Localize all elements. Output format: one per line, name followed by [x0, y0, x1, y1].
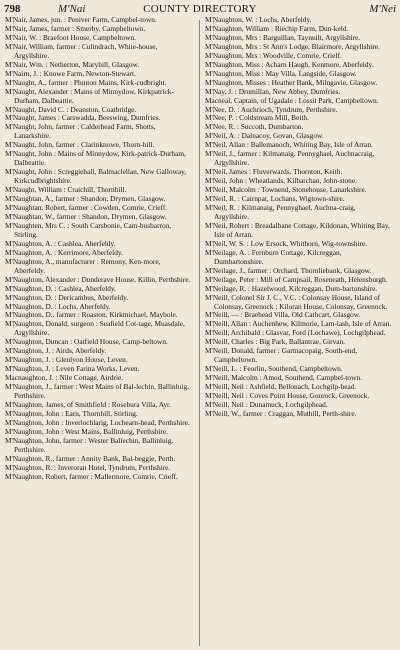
directory-entry: Macnaughton, J. : Nile Cottage, Airdrie.	[5, 373, 124, 383]
directory-entry: M'Naughton, Alexander : Dunderave House, Killin, Perthshire.	[5, 274, 191, 284]
directory-entry: M'Naughton, Mrs : Barguillan, Taynuilt, Argyllshire.	[205, 32, 361, 42]
directory-entry: M'Naughtan, Robert, farmer : Cowden, Comrie, Crieff.	[5, 203, 168, 213]
directory-entry: M'Naughton, A. : Kerrimore, Aberfeldy.	[5, 247, 123, 257]
directory-entry: M'Naughton, James, of Smithfield : Rosebura Villa, Ayr.	[5, 399, 171, 409]
directory-entry: M'Nair, William, farmer : Culindrach, White-house, Argyllshire.	[5, 41, 158, 60]
directory-entry: M'Naughton, D. : Cashlea, Aberfeldy.	[5, 283, 116, 293]
left-guide-word: M'Nai	[58, 3, 86, 15]
directory-entry: M'Neil, Robert : Breadalbane Cottage, Kildonan, Whiting Bay, Isle of Arran.	[205, 220, 390, 239]
directory-entry: M'Naught, Alexander : Mains of Minnydow, Kirkpatrick-Durham, Dalbeattie.	[5, 86, 174, 105]
directory-entry: M'Naughton, Miss : Acharn Haugh, Kenmore, Aberfeldy.	[205, 59, 374, 69]
directory-entry: M'Neill, Colonel Sir J. C., V.C. : Colonsay House, Island of Colonsay, Greenock ; Kiloran House, Colonsay, Greenock.	[205, 292, 388, 311]
directory-entry: M'Neil, R. : Kilmanaig, Pennyghael, Auchna-craig, Argyllshire.	[205, 203, 356, 221]
directory-entry: M'Naughton, J. : Leven Farina Works, Leven.	[5, 364, 140, 374]
directory-entry: M'Neill, Neil : Dunamuck, Lochgilphead.	[205, 399, 328, 409]
directory-entry: M'Neil, R. : Cairnpat, Lochans, Wigtown-shire.	[205, 194, 345, 204]
directory-entry: M'Naughton, A. : Cashlea, Aberfeldy.	[5, 238, 116, 248]
column-divider	[199, 20, 200, 646]
directory-entry: M'Naughten, Mrs C. : South Carsbonie, Cam-busbarron, Stirling.	[5, 220, 172, 239]
directory-entry: M'Naughton, Robert, farmer : Mallermore, Comrie, Crieff.	[5, 471, 178, 481]
directory-entry: M'Neil, Allan : Ballemanoch, Whiting Bay, Isle of Arran.	[205, 140, 373, 150]
directory-entry: M'Naught, John, farmer : Clarinknowe, Thorn-hill.	[5, 140, 155, 150]
directory-entry: M'Naughton, Mrs : Woodville, Comrie, Crieff.	[205, 50, 342, 60]
directory-entry: M'Neill, W., farmer : Craggan, Muthill, Perth-shire.	[205, 408, 357, 418]
directory-entry: M'Nay, J. : Drumillan, New Abbey, Dumfries.	[205, 86, 341, 96]
directory-entry: M'Naught, John, farmer : Calderhead Farm, Shotts, Lanarkshire.	[5, 122, 156, 141]
directory-entry: M'Neilage, Peter : Mill of Campsail, Roseneath, Helensburgh.	[205, 274, 388, 284]
directory-entry: M'Nair, James, jun. : Peniver Farm, Campbel-town.	[5, 15, 157, 24]
directory-entry: M'Neill, — : Braehead Villa, Old Cathcart, Glasgow.	[205, 310, 361, 320]
directory-entry: M'Neill, Malcolm : Amod, Southend, Campbel-town.	[205, 373, 362, 383]
directory-entry: M'Neilage, J., farmer : Orchard, Thornliebank, Glasgow.	[205, 265, 372, 275]
directory-entry: M'Neil, John : Wheatlands, Kilbarchan, John-stone.	[205, 176, 357, 186]
directory-entry: M'Neil, W. S. : Low Ersock, Whithorn, Wig-townshire.	[205, 238, 368, 248]
directory-entry: M'Neil, J., farmer : Kilmanaig, Pennyghael, Auchnacraig, Argyllshire.	[205, 149, 375, 168]
page-header	[4, 2, 396, 16]
directory-entry: M'Naughton, John : Earn, Thornhill, Stirling.	[5, 408, 138, 418]
directory-entry: M'Neill, Donald, farmer : Gartnacopaig, South-end, Campbeltown.	[205, 346, 358, 365]
directory-entry: M'Neill, Charles : Big Park, Ballantrae, Girvan.	[205, 337, 346, 347]
directory-entry: M'Naughton, A., manufacturer : Remony, Ken-more, Aberfeldy.	[5, 256, 161, 275]
page-title: COUNTY DIRECTORY	[143, 3, 257, 15]
directory-entry: M'Nair, Wm. : Netherton, Maryhill, Glasgow.	[5, 59, 140, 69]
directory-entry: M'Naught, A., farmer : Plunton Mains, Kirk-cudbright.	[5, 77, 167, 87]
directory-entry: M'Naughton, D. : Dericambus, Aberfeldy.	[5, 292, 129, 302]
directory-entry: M'Nee, P. : Coldstream Mill, Beith.	[205, 113, 309, 123]
directory-entry: M'Neil, James : Fluverwards, Thornton, Keith.	[205, 167, 343, 177]
directory-entry: M'Neill, Archibald : Glasvar, Ford (Lochawe), Lochgilphead.	[205, 328, 386, 338]
directory-entry: M'Naughton, Mrs : St Ann's Lodge, Blairmore, Argyllshire.	[205, 41, 380, 51]
directory-entry: M'Naughton, Misses : Heather Bank, Milngavie, Glasgow.	[205, 77, 378, 87]
page-number: 798	[4, 3, 21, 15]
directory-entry: M'Naughton, J. : Airds, Aberfeldy.	[5, 346, 107, 356]
directory-entry: M'Neil, A. : Dalnacoy, Govan, Glasgow.	[205, 131, 324, 141]
directory-entry: M'Naughton, R., farmer : Annity Bank, Bal-beggie, Perth.	[5, 453, 176, 463]
directory-entry: M'Nair, James, farmer : Smerby, Campbeltown.	[5, 23, 146, 33]
directory-entry: M'Naughtan, W., farmer : Shandon, Drymen, Glasgow.	[5, 211, 167, 221]
directory-entry: M'Naught, William : Craichill, Thornhill.	[5, 185, 127, 195]
directory-entry: M'Naughton, Donald, surgeon : Seafield Cot-tage, Muasdale, Argyllshire.	[5, 319, 185, 338]
directory-entry: M'Naughton, John : West Mains, Ballinluig, Perthshire.	[5, 426, 168, 436]
directory-entry: M'Naughton, John : Inverlochlarig, Lochearn-head, Perthshire.	[5, 417, 190, 427]
directory-entry: M'Naught, David C. : Deanston, Coatbridge.	[5, 104, 137, 114]
directory-entry: M'Neill, L. : Feorlin, Southend, Campbeltown.	[205, 364, 343, 374]
directory-entry: M'Naughton, W. : Lochs, Aberfeldy.	[205, 15, 312, 24]
directory-entry: M'Naughton, J. : Glenlyon House, Leven.	[5, 355, 128, 365]
directory-entry: M'Neil, Malcolm : Townend, Stonehouse, Lanarkshire.	[205, 185, 367, 195]
directory-entry: M'Naught, James : Carswadda, Beeswing, Dumfries.	[5, 113, 161, 123]
directory-entry: M'Naught, John : Screggiehall, Balmaclellan, New Galloway, Kirkcudbrightshire.	[5, 167, 187, 186]
directory-entry: M'Nairn, J. : Knowe Farm, Newton-Stewart.	[5, 68, 136, 78]
left-column	[5, 16, 192, 482]
directory-entry: M'Neilage, R. : Hazelwood, Kilcreggan, Dum-bartonshire.	[205, 283, 378, 293]
directory-entry: M'Naughton, D., farmer : Roaston, Kirkmichael, Maybole.	[5, 310, 178, 320]
directory-entry: Macneal, Captain, of Ugadale : Lossit Park, Campbeltown.	[205, 95, 379, 105]
directory-entry: M'Naught, John : Mains of Minnydow, Kirk-patrick-Durham, Dalbeattie.	[5, 149, 186, 168]
directory-entry: M'Naughton, John, farmer : Wester Ballechin, Ballinluig, Perthshire.	[5, 435, 174, 454]
right-guide-word: M'Nei	[369, 3, 396, 15]
directory-entry: M'Neill, Neil : Ashfield, Bellonach, Lochgilp-head.	[205, 382, 357, 392]
directory-entry: M'Nair, W. : Braefoot House, Campbeltown.	[5, 32, 136, 42]
directory-entry: M'Neill, Allan : Auchenhew, Kilmorie, Lam-lash, Isle of Arran.	[205, 319, 392, 329]
directory-entry: M'Naughton, Duncan : Oatfield House, Camp-beltown.	[5, 337, 168, 347]
right-column	[205, 16, 392, 419]
directory-entry: M'Neilage, A. : Fernburn Cottage, Kilcreggan, Dumbartonshire.	[205, 247, 342, 266]
directory-entry: M'Naughton, Miss : May Villa, Langside, Glasgow.	[205, 68, 357, 78]
directory-entry: M'Neill, Neil : Coves Point House, Gourock, Greenock.	[205, 391, 370, 401]
directory-entry: M'Naughton, D. : Lochs, Aberfeldy.	[5, 301, 111, 311]
directory-entry: M'Naughton, R. : Inveroran Hotel, Tyndrum, Perthshire.	[5, 462, 171, 472]
directory-entry: M'Nee, R. : Succoth, Dumbarton.	[205, 122, 304, 132]
directory-entry: M'Nee, D. : Auchrioch, Tyndrum, Perthshire.	[205, 104, 338, 114]
directory-entry: M'Naughton, J., farmer : West Mains of Bal-lechin, Ballinluig, Perthshire.	[5, 382, 189, 401]
directory-entry: M'Naughton, William : Riechip Farm, Dun-keld.	[205, 23, 349, 33]
directory-entry: M'Naughtan, A., farmer : Shandon, Drymen, Glasgow.	[5, 194, 166, 204]
